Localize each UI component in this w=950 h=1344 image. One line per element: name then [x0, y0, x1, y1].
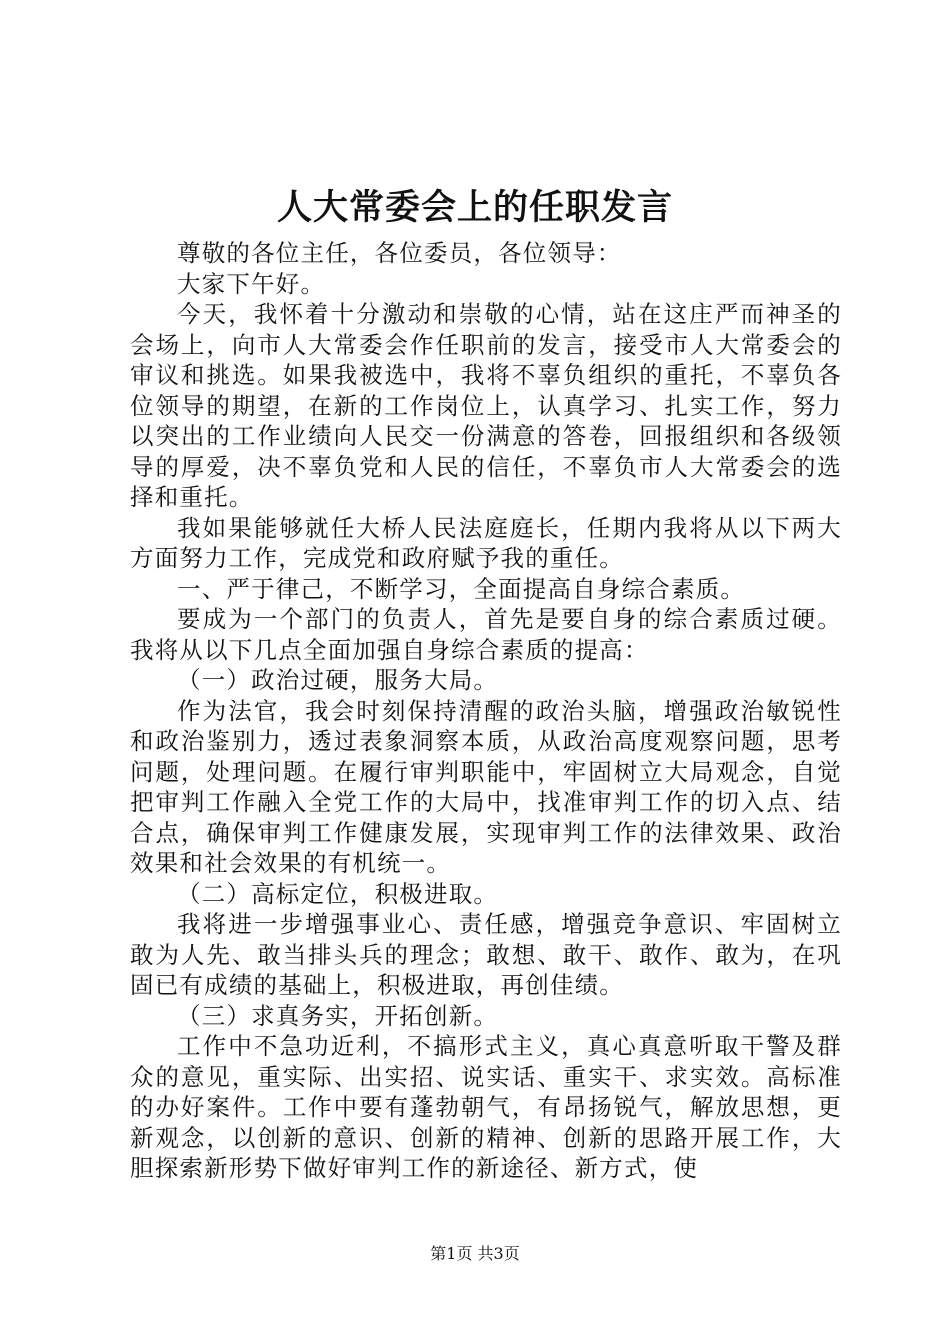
paragraph: 今天，我怀着十分激动和崇敬的心情，站在这庄严而神圣的会场上，向市人大常委会作任职前的发言，接受市人大常委会的审议和挑选。如果我被选中，我将不辜负组织的重托，不辜负各位领导的期望，在新的工作岗位上，认真学习、扎实工作，努力以突出的工作业绩向人民交一份满意的答卷，回报组织和各级领导的厚爱，决不辜负党和人民的信任，不辜负市人大常委会的选择和重托。: [130, 300, 842, 511]
paragraph: 我将进一步增强事业心、责任感，增强竞争意识、牢固树立敢为人先、敢当排头兵的理念；敢想、敢干、敢作、敢为，在巩固已有成绩的基础上，积极进取，再创佳绩。: [130, 910, 842, 999]
paragraph: 工作中不急功近利，不搞形式主义，真心真意听取干警及群众的意见，重实际、出实招、说实话、重实干、求实效。高标准的办好案件。工作中要有蓬勃朝气，有昂扬锐气，解放思想，更新观念，以创新的意识、创新的精神、创新的思路开展工作，大胆探索新形势下做好审判工作的新途径、新方式，使: [130, 1032, 842, 1182]
greeting: 大家下午好。: [177, 269, 326, 298]
document-body: [130, 238, 842, 1184]
page-footer: 第1页 共3页: [430, 1244, 520, 1263]
salutation: 尊敬的各位主任，各位委员，各位领导：: [177, 239, 622, 267]
section-heading: 一、严于律己，不断学习，全面提高自身综合素质。: [177, 574, 746, 603]
document-title: 人大常委会上的任职发言: [276, 187, 673, 228]
subsection-heading: （三）求真务实，开拓创新。: [177, 1001, 499, 1030]
paragraph: 我如果能够就任大桥人民法庭庭长，任期内我将从以下两大方面努力工作，完成党和政府赋予我的重任。: [130, 513, 842, 572]
subsection-heading: （二）高标定位，积极进取。: [177, 879, 499, 908]
paragraph: 作为法官，我会时刻保持清醒的政治头脑，增强政治敏锐性和政治鉴别力，透过表象洞察本质，从政治高度观察问题，思考问题，处理问题。在履行审判职能中，牢固树立大局观念，自觉把审判工作融入全党工作的大局中，找准审判工作的切入点、结合点，确保审判工作健康发展，实现审判工作的法律效果、政治效果和社会效果的有机统一。: [130, 696, 842, 877]
paragraph: 要成为一个部门的负责人，首先是要自身的综合素质过硬。我将从以下几点全面加强自身综合素质的提高：: [130, 605, 842, 664]
subsection-heading: （一）政治过硬，服务大局。: [177, 666, 499, 694]
